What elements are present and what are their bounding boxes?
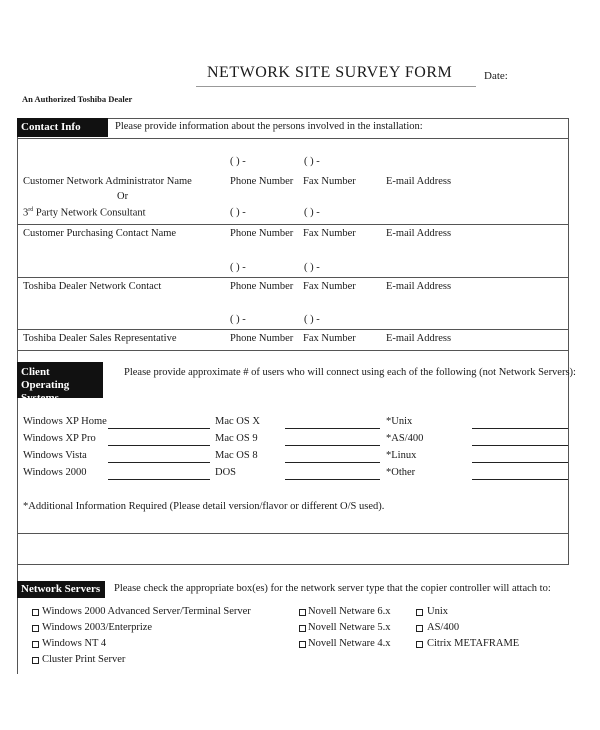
os-count-field[interactable] (472, 428, 568, 429)
consultant-label: 3rd Party Network Consultant (23, 207, 146, 219)
server-option-label: Unix (427, 606, 448, 617)
server-checkbox[interactable] (32, 625, 39, 632)
server-checkbox[interactable] (416, 609, 423, 616)
fax-blank[interactable]: ( ) - (304, 207, 320, 218)
contact-info-heading: Contact Info (17, 118, 108, 137)
contact-name-label: Toshiba Dealer Sales Representative (23, 333, 177, 344)
server-option-label: Novell Netware 4.x (308, 638, 391, 649)
email-label: E-mail Address (386, 176, 452, 187)
fax-blank[interactable]: ( ) - (304, 262, 320, 273)
server-option-label: Novell Netware 6.x (308, 606, 391, 617)
form-title: NETWORK SITE SURVEY FORM (207, 64, 453, 81)
or-label: Or (117, 191, 129, 202)
contact-name-label: Toshiba Dealer Network Contact (23, 281, 162, 292)
phone-label: Phone Number (230, 228, 294, 239)
os-count-field[interactable] (108, 479, 210, 480)
client-os-heading-line2: Systems (21, 392, 59, 404)
server-checkbox[interactable] (299, 625, 306, 632)
additional-info-box-top (17, 533, 569, 534)
network-servers-instruction: Please check the appropriate box(es) for the network server type that the copier controller will attach to: (114, 583, 551, 594)
dealer-label: An Authorized Toshiba Dealer (22, 94, 133, 104)
server-option-label: Windows NT 4 (42, 638, 107, 649)
row-divider (17, 329, 569, 330)
email-label: E-mail Address (386, 333, 452, 344)
phone-blank[interactable]: ( ) - (230, 156, 246, 167)
server-checkbox[interactable] (32, 657, 39, 664)
phone-label: Phone Number (230, 333, 294, 344)
os-count-field[interactable] (472, 479, 568, 480)
date-label: Date: (484, 70, 508, 82)
row-divider (17, 138, 569, 139)
server-checkbox[interactable] (416, 625, 423, 632)
os-count-field[interactable] (285, 445, 380, 446)
client-os-heading-line1: Client Operating (21, 366, 70, 391)
os-count-field[interactable] (472, 462, 568, 463)
server-option-label: Novell Netware 5.x (308, 622, 391, 633)
os-count-field[interactable] (108, 428, 210, 429)
email-label: E-mail Address (386, 281, 452, 292)
os-label: Mac OS 8 (215, 450, 258, 461)
frame-right-border (568, 118, 569, 564)
os-label: Windows 2000 (23, 467, 87, 478)
contact-info-instruction: Please provide information about the persons involved in the installation: (115, 121, 423, 132)
os-label: *Linux (386, 450, 417, 461)
phone-label: Phone Number (230, 281, 294, 292)
os-count-field[interactable] (108, 462, 210, 463)
os-count-field[interactable] (285, 479, 380, 480)
additional-info-box-bottom[interactable] (17, 564, 569, 565)
os-label: *Unix (386, 416, 413, 427)
fax-label: Fax Number (303, 176, 356, 187)
fax-blank[interactable]: ( ) - (304, 314, 320, 325)
network-servers-heading: Network Servers (17, 581, 105, 598)
os-count-field[interactable] (472, 445, 568, 446)
additional-info-note: *Additional Information Required (Please detail version/flavor or different O/S used). (23, 501, 385, 512)
client-os-instruction: Please provide approximate # of users who will connect using each of the following (not Network Servers): (124, 367, 576, 378)
os-label: Windows XP Pro (23, 433, 96, 444)
phone-blank[interactable]: ( ) - (230, 314, 246, 325)
contact-name-label: Customer Purchasing Contact Name (23, 228, 177, 239)
server-option-label: Citrix METAFRAME (427, 638, 520, 649)
server-checkbox[interactable] (416, 641, 423, 648)
server-checkbox[interactable] (32, 641, 39, 648)
os-label: Mac OS 9 (215, 433, 258, 444)
fax-label: Fax Number (303, 228, 356, 239)
server-option-label: Cluster Print Server (42, 654, 126, 665)
phone-blank[interactable]: ( ) - (230, 207, 246, 218)
phone-label: Phone Number (230, 176, 294, 187)
client-os-heading (17, 362, 103, 404)
email-label: E-mail Address (386, 228, 452, 239)
os-label: *AS/400 (386, 433, 424, 444)
title-underline (196, 86, 476, 87)
os-count-field[interactable] (285, 428, 380, 429)
os-label: Mac OS X (215, 416, 260, 427)
contact-name-label: Customer Network Administrator Name (23, 176, 192, 187)
os-label: *Other (386, 467, 416, 478)
os-count-field[interactable] (108, 445, 210, 446)
row-divider (17, 224, 569, 225)
server-option-label: Windows 2003/Enterprize (42, 622, 153, 633)
server-option-label: AS/400 (427, 622, 460, 633)
row-divider (17, 350, 569, 351)
os-label: DOS (215, 467, 237, 478)
server-checkbox[interactable] (299, 641, 306, 648)
row-divider (17, 277, 569, 278)
server-checkbox[interactable] (32, 609, 39, 616)
os-label: Windows Vista (23, 450, 87, 461)
fax-label: Fax Number (303, 333, 356, 344)
os-label: Windows XP Home (23, 416, 107, 427)
fax-label: Fax Number (303, 281, 356, 292)
phone-blank[interactable]: ( ) - (230, 262, 246, 273)
os-count-field[interactable] (285, 462, 380, 463)
fax-blank[interactable]: ( ) - (304, 156, 320, 167)
server-checkbox[interactable] (299, 609, 306, 616)
server-option-label: Windows 2000 Advanced Server/Terminal Server (42, 606, 251, 617)
